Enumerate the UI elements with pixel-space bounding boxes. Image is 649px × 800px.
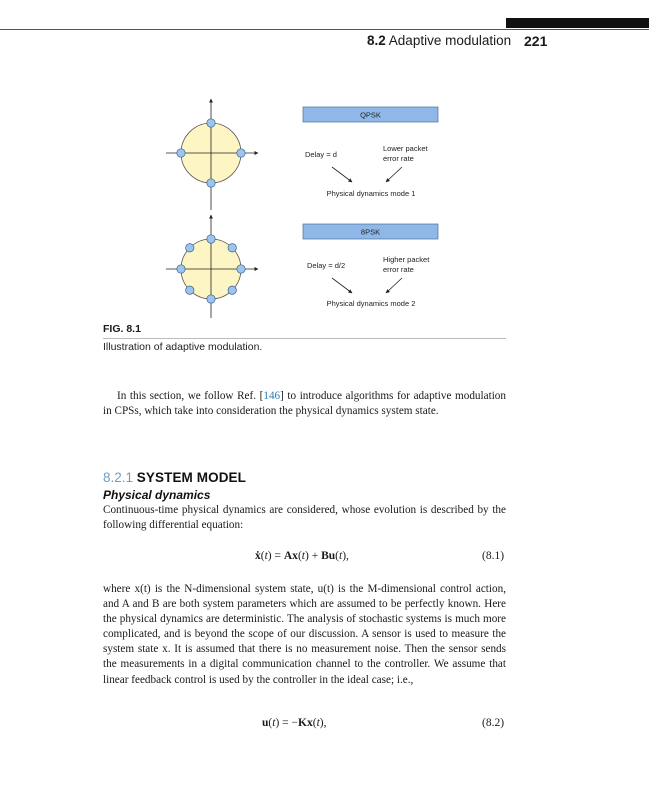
8psk-point <box>177 265 185 273</box>
8psk-point <box>207 295 215 303</box>
8psk-label: 8PSK <box>360 227 381 237</box>
qpsk-constellation <box>166 99 258 210</box>
mode2-error-rate-2: error rate <box>383 265 414 274</box>
8psk-point <box>186 286 194 294</box>
8psk-point <box>207 235 215 243</box>
equation-8-2: u(t) = −Kx(t), <box>262 717 327 729</box>
intro-paragraph <box>103 389 506 419</box>
mode2-error-rate-1: Higher packet <box>383 255 430 264</box>
running-head-number: 8.2 <box>367 33 386 48</box>
mode2-block <box>303 224 438 308</box>
paragraph-system-state: where x(t) is the N-dimensional system state, u(t) is the M-dimensional control action, and A and B are both system parameters which are assumed to be perfectly known. Here the physical dynamics are deterministic. The analysis of stochastic systems is much more complicated, and is beyond the scope of our discussion. A sensor is used to measure the system state x. It is assumed that there is no measurement noise. Then the sensor sends the measurements in a digital communication channel to the controller. We assume that linear feedback control is used by the controller in the ideal case; i.e., <box>103 583 506 686</box>
section-number: 8.2.1 <box>103 470 134 485</box>
qpsk-point <box>177 149 185 157</box>
qpsk-point <box>207 179 215 187</box>
figure-8-1 <box>0 0 649 330</box>
8psk-point <box>186 244 194 252</box>
section-title: SYSTEM MODEL <box>136 470 247 485</box>
qpsk-point <box>207 119 215 127</box>
mode1-block <box>303 107 438 198</box>
page-number: 221 <box>524 33 548 49</box>
figure-caption: Illustration of adaptive modulation. <box>103 341 263 353</box>
equation-8-1: ẋ(t) = Ax(t) + Bu(t), <box>255 550 349 562</box>
mode1-error-rate-1: Lower packet <box>383 144 428 153</box>
subheading: Physical dynamics <box>103 488 211 502</box>
8psk-point <box>228 244 236 252</box>
8psk-constellation <box>166 215 258 318</box>
figure-rule <box>103 338 506 339</box>
section-heading <box>103 470 246 485</box>
intro-text-before-ref: In this section, we follow Ref. [ <box>117 390 264 402</box>
mode2-dynamics: Physical dynamics mode 2 <box>326 299 416 308</box>
equation-8-2-number: (8.2) <box>482 717 505 729</box>
paragraph-dynamics: Continuous-time physical dynamics are considered, whose evolution is described by the following differential equation: <box>103 504 506 532</box>
qpsk-point <box>237 149 245 157</box>
mode2-delay: Delay = d/2 <box>307 261 346 270</box>
qpsk-label: QPSK <box>360 110 381 120</box>
figure-label: FIG. 8.1 <box>103 323 141 335</box>
mode1-dynamics: Physical dynamics mode 1 <box>326 189 416 198</box>
8psk-point <box>228 286 236 294</box>
running-head-title: Adaptive modulation <box>388 33 512 48</box>
equation-8-1-number: (8.1) <box>482 550 505 562</box>
mode1-error-rate-2: error rate <box>383 154 414 163</box>
mode1-delay: Delay = d <box>305 150 337 159</box>
8psk-point <box>237 265 245 273</box>
reference-link[interactable]: 146 <box>263 390 281 402</box>
intro-text-after-ref: ] to introduce algorithms for adaptive modulation in CPSs, which take into consideration the physical dynamics system state. <box>103 390 506 418</box>
